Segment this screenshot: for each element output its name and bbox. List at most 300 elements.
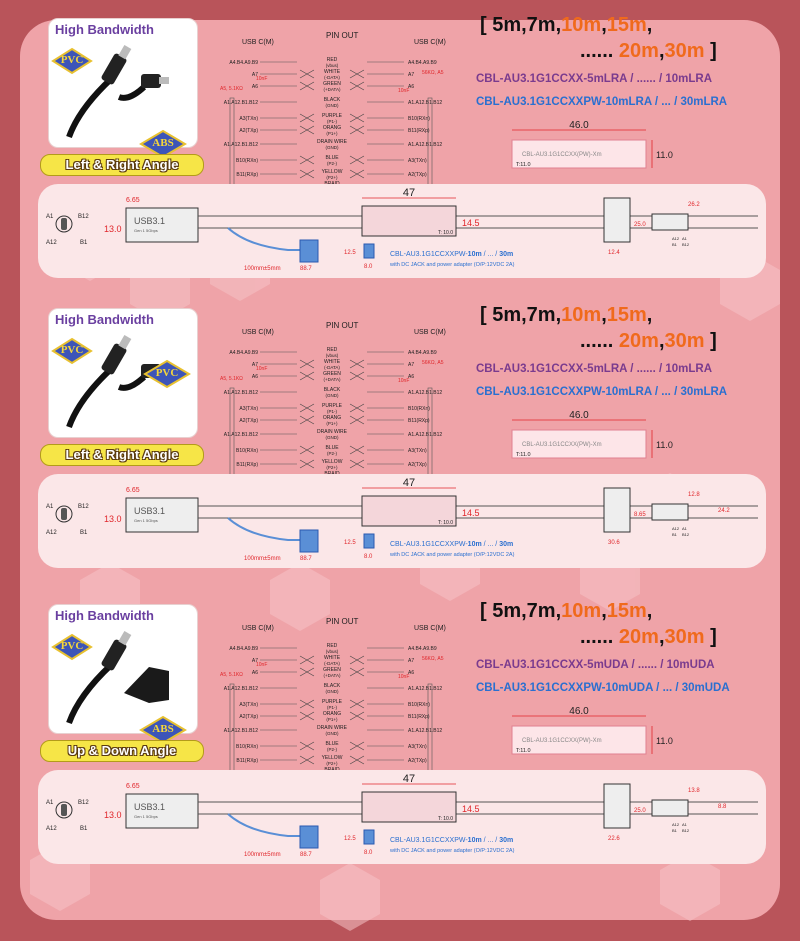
wire-color-label: RED	[326, 643, 338, 649]
power-lead-shape	[228, 518, 300, 540]
wire-signal-label: (P1-)	[327, 705, 337, 710]
wire-signal-label: (P1+)	[326, 717, 338, 722]
wire-signal-label: (vbus)	[325, 353, 339, 358]
wire-signal-label: (P1-)	[327, 409, 337, 414]
model-number-powered: CBL-AU3.1G1CCXXPW-10mLRA / ... / 30mLRA	[476, 386, 728, 398]
pin-left-label: A2(TXp)	[239, 128, 258, 134]
product-title: High Bandwidth	[55, 312, 154, 327]
cable-label-diagram	[500, 118, 673, 178]
power-plug-icon	[300, 240, 318, 262]
wire-signal-label: (GND)	[325, 689, 339, 694]
plug-width-dim: 6.65	[126, 783, 140, 790]
dc-jack-icon	[364, 830, 374, 844]
dc-jack-icon	[364, 244, 374, 258]
wire-signal-label: (P1-)	[327, 119, 337, 124]
box-height-text: 14.5	[462, 508, 480, 518]
pin-left-label: A3(TXn)	[239, 702, 258, 708]
pw-width-dim: 12.5	[344, 540, 356, 546]
end-pin-b1: B1	[672, 828, 677, 833]
wire-color-label: RED	[326, 57, 338, 63]
pin-right-label: A6	[408, 374, 415, 380]
length-20m: 20m	[618, 330, 659, 352]
angle-type-label: Left & Right Angle	[40, 444, 204, 466]
powered-model-part: / ... /	[481, 251, 500, 258]
label-width-text: 46.0	[569, 120, 589, 131]
lengths-comma: ,	[658, 626, 665, 648]
wire-color-label: ORANG	[322, 711, 342, 717]
pin-left-label: A6	[251, 670, 258, 676]
wire-color-label: BLACK	[323, 683, 341, 689]
length-30m: 30m	[664, 40, 705, 62]
box-code-text: T: 10.0	[438, 230, 454, 236]
angled-plug-shape	[141, 74, 161, 88]
cable-body-shape	[69, 369, 111, 427]
len1-dim: 100mm±5mm	[244, 852, 281, 858]
length-10m: 10m	[561, 600, 602, 622]
wire-signal-label: (GND)	[325, 435, 339, 440]
pin-b12-label: B12	[78, 504, 89, 510]
dc-jack-note: with DC JACK and power adapter (O/P:12VDC 2A)	[390, 262, 515, 268]
pin-b12-label: B12	[78, 214, 89, 220]
end-pin-a1: A1	[682, 822, 687, 827]
wire-signal-label: (-DATA)	[324, 75, 340, 80]
wire-signal-label: (P1+)	[326, 131, 338, 136]
end-dim-2: 25.0	[634, 808, 646, 814]
len2-dim: 88.7	[300, 266, 312, 272]
box-length-text: 47	[402, 187, 416, 199]
length-30m: 30m	[664, 330, 705, 352]
lengths-prefix: [ 5m,7m,	[480, 304, 562, 326]
end-dim-1: 26.2	[688, 202, 700, 208]
len1-dim: 100mm±5mm	[244, 266, 281, 272]
pin-right-label: A1.A12.B1.B12	[408, 100, 443, 106]
angled-plug-end-shape	[604, 198, 630, 242]
model-number-standard: CBL-AU3.1G1CCXX-5mLRA / ...... / 10mLRA	[476, 363, 713, 375]
pin-left-label: A7	[251, 72, 258, 78]
pin-b12-label: B12	[78, 800, 89, 806]
wire-signal-label: (GND)	[325, 393, 339, 398]
box-height-text: 14.5	[462, 218, 480, 228]
wire-color-label: DRAIN WIRE	[317, 725, 347, 731]
lengths-ellipsis: ......	[580, 40, 619, 62]
material-badge-1	[52, 48, 92, 77]
cable-lengths	[480, 14, 717, 62]
end-pin-b12: B12	[682, 242, 690, 247]
lengths-comma: ,	[658, 40, 665, 62]
wire-color-label: GREEN	[323, 371, 341, 377]
capacitor-left-label: 10nF	[256, 366, 268, 372]
resistor-label: A5, 5.1KΩ	[220, 86, 243, 92]
pin-a1-label: A1	[46, 800, 54, 806]
len2-dim: 88.7	[300, 852, 312, 858]
usb-subtext: Gen 1 5Gbps	[134, 814, 158, 819]
product-title: High Bandwidth	[55, 22, 154, 37]
end-view-plug-shape	[652, 504, 688, 520]
wire-color-label: WHITE	[323, 655, 341, 661]
angled-plug-shape	[124, 667, 169, 703]
pw-width-dim: 12.5	[344, 250, 356, 256]
right-header: USB C(M)	[414, 625, 446, 632]
lengths-close: ]	[704, 626, 717, 648]
wire-signal-label: (P2-)	[327, 747, 337, 752]
plug-width-dim: 6.65	[126, 197, 140, 204]
lengths-comma: ,	[601, 304, 607, 326]
length-30m: 30m	[664, 626, 705, 648]
pin-right-label: A2(TXp)	[408, 172, 427, 178]
wire-color-label: RED	[326, 347, 338, 353]
wire-signal-label: (P2-)	[327, 451, 337, 456]
box-height-text: 14.5	[462, 804, 480, 814]
end-view-plug-shape	[652, 800, 688, 816]
end-dim-3: 30.6	[608, 540, 620, 546]
plug-height-dim: 13.0	[104, 224, 122, 234]
pin-left-label: B10(RXn)	[236, 158, 258, 164]
pin-left-label: B10(RXn)	[236, 448, 258, 454]
connector-face-icon	[61, 508, 67, 520]
label-text: CBL-AU3.1G1CCXX(PW)-Xm	[522, 738, 602, 744]
length-20m: 20m	[618, 40, 659, 62]
material-badge-1-text: PVC	[60, 54, 84, 66]
cable-body-shape	[119, 377, 144, 388]
pin-right-label: A4.B4.A9.B9	[408, 60, 437, 66]
pin-right-label: A1.A12.B1.B12	[408, 686, 443, 692]
pin-left-label: A4.B4.A9.B9	[229, 350, 258, 356]
resistor-right-label: 56KΩ, A5	[422, 656, 444, 662]
pin-right-label: B10(RXn)	[408, 406, 430, 412]
usb-text: USB3.1	[134, 802, 166, 812]
wire-color-label: DRAIN WIRE	[317, 429, 347, 435]
wire-signal-label: (-DATA)	[324, 661, 340, 666]
length-15m: 15m	[606, 600, 647, 622]
material-badge-2-text: PVC	[155, 367, 179, 379]
label-width-text: 46.0	[569, 410, 589, 421]
pin-right-label: B11(RXp)	[408, 128, 430, 134]
pin-a12-label: A12	[46, 530, 57, 536]
model-number-powered: CBL-AU3.1G1CCXXPW-10mUDA / ... / 30mUDA	[476, 682, 730, 694]
wire-signal-label: (GND)	[325, 103, 339, 108]
pin-left-label: B11(RXp)	[236, 462, 258, 468]
end-pin-b12: B12	[682, 828, 690, 833]
wire-color-label: BLUE	[325, 445, 339, 451]
angle-type-label: Left & Right Angle	[40, 154, 204, 176]
end-dim-3: 12.4	[608, 250, 620, 256]
power-lead-shape	[228, 814, 300, 836]
connector-shape	[159, 77, 169, 84]
lengths-comma: ,	[646, 14, 653, 36]
pinout-diagram	[222, 318, 472, 483]
powered-model-part: / ... /	[481, 541, 500, 548]
pin-right-label: A3(TXn)	[408, 744, 427, 750]
cable-label-diagram	[500, 704, 673, 764]
wire-color-label: YELLOW	[321, 459, 343, 465]
wire-signal-label: (GND)	[325, 145, 339, 150]
pin-right-label: A6	[408, 84, 415, 90]
lengths-ellipsis: ......	[580, 626, 619, 648]
powered-model-part: 30m	[499, 541, 514, 548]
pin-left-label: A1.A12.B1.B12	[223, 728, 258, 734]
product-section	[0, 0, 800, 280]
wire-color-label: BLUE	[325, 155, 339, 161]
capacitor-right-label: 10nF	[398, 674, 410, 680]
label-code: T:11.0	[516, 162, 531, 168]
end-dim-2: 25.0	[634, 222, 646, 228]
pw-width-dim: 12.5	[344, 836, 356, 842]
material-badge-1-text: PVC	[60, 344, 84, 356]
lengths-ellipsis: ......	[580, 330, 619, 352]
angle-type-label: Up & Down Angle	[40, 740, 204, 762]
plug-height-dim: 13.0	[104, 810, 122, 820]
powered-model-text	[390, 541, 513, 548]
pin-left-label: B11(RXp)	[236, 172, 258, 178]
wire-color-label: YELLOW	[321, 755, 343, 761]
pin-right-label: A3(TXn)	[408, 158, 427, 164]
wire-color-label: GREEN	[323, 667, 341, 673]
wire-signal-label: (+DATA)	[323, 87, 341, 92]
wire-color-label: WHITE	[323, 359, 341, 365]
end-pin-a1: A1	[682, 236, 687, 241]
end-pin-b1: B1	[672, 532, 677, 537]
usb-subtext: Gen 1 5Gbps	[134, 518, 158, 523]
label-code: T:11.0	[516, 748, 531, 754]
pin-a12-label: A12	[46, 240, 57, 246]
pin-left-label: A1.A12.B1.B12	[223, 390, 258, 396]
wire-signal-label: (vbus)	[325, 63, 339, 68]
length-15m: 15m	[606, 14, 647, 36]
left-header: USB C(M)	[242, 39, 274, 46]
cable-body-shape	[69, 665, 111, 723]
box-code-text: T: 10.0	[438, 816, 454, 822]
capacitor-left-label: 10nF	[256, 662, 268, 668]
powered-model-text	[390, 837, 513, 844]
powered-model-part: CBL-AU3.1G1CCXXPW-	[390, 251, 468, 258]
pin-right-label: B10(RXn)	[408, 116, 430, 122]
powered-model-part: 30m	[499, 837, 514, 844]
label-width-text: 46.0	[569, 706, 589, 717]
product-section	[0, 290, 800, 570]
model-number-standard: CBL-AU3.1G1CCXX-5mLRA / ...... / 10mLRA	[476, 73, 713, 85]
label-code: T:11.0	[516, 452, 531, 458]
product-section	[0, 586, 800, 866]
pin-b1-label: B1	[80, 240, 88, 246]
wire-signal-label: (P2-)	[327, 161, 337, 166]
resistor-label: A5, 5.1KΩ	[220, 672, 243, 678]
end-dim-1: 13.8	[688, 788, 700, 794]
pin-right-label: A7	[408, 362, 415, 368]
pin-a12-label: A12	[46, 826, 57, 832]
pin-a1-label: A1	[46, 504, 54, 510]
plug-width-dim: 6.65	[126, 487, 140, 494]
wire-color-label: BLACK	[323, 387, 341, 393]
end-pin-a1: A1	[682, 526, 687, 531]
cable-dimension-drawing	[38, 184, 766, 278]
capacitor-left-label: 10nF	[256, 76, 268, 82]
end-dim-3: 22.6	[608, 836, 620, 842]
lengths-prefix: [ 5m,7m,	[480, 600, 562, 622]
end-view-plug-shape	[652, 214, 688, 230]
lengths-close: ]	[704, 40, 717, 62]
cable-drawing-panel	[38, 770, 766, 864]
len1-dim: 100mm±5mm	[244, 556, 281, 562]
plug-height-dim: 13.0	[104, 514, 122, 524]
pin-right-label: A2(TXp)	[408, 758, 427, 764]
lengths-line-2	[580, 40, 717, 63]
length-10m: 10m	[561, 14, 602, 36]
box-length-text: 47	[402, 477, 416, 489]
cable-lengths	[480, 304, 717, 352]
pin-left-label: A1.A12.B1.B12	[223, 432, 258, 438]
pin-left-label: A4.B4.A9.B9	[229, 646, 258, 652]
length-20m: 20m	[618, 626, 659, 648]
cable-dimension-drawing	[38, 474, 766, 568]
label-text: CBL-AU3.1G1CCXX(PW)-Xm	[522, 442, 602, 448]
material-badge-2-text: ABS	[152, 723, 174, 735]
resistor-label: A5, 5.1KΩ	[220, 376, 243, 382]
dc-jack-note: with DC JACK and power adapter (O/P:12VDC 2A)	[390, 552, 515, 558]
pin-b1-label: B1	[80, 826, 88, 832]
powered-model-part: 10m	[467, 541, 482, 548]
pw-height-dim: 8.0	[364, 554, 373, 560]
pin-right-label: A3(TXn)	[408, 448, 427, 454]
pin-left-label: A7	[251, 362, 258, 368]
length-15m: 15m	[606, 304, 647, 326]
wire-color-label: ORANG	[322, 415, 342, 421]
length-10m: 10m	[561, 304, 602, 326]
pinout-title: PIN OUT	[326, 31, 359, 40]
pin-left-label: A7	[251, 658, 258, 664]
pin-right-label: A4.B4.A9.B9	[408, 646, 437, 652]
wire-color-label: DRAIN WIRE	[317, 139, 347, 145]
wire-signal-label: (P2+)	[326, 465, 338, 470]
lengths-comma: ,	[658, 330, 665, 352]
pin-left-label: A3(TXn)	[239, 406, 258, 412]
lengths-close: ]	[704, 330, 717, 352]
powered-model-part: 10m	[467, 251, 482, 258]
power-lead-shape	[228, 228, 300, 250]
pinout-title: PIN OUT	[326, 321, 359, 330]
box-length-text: 47	[402, 773, 416, 785]
lengths-comma: ,	[646, 304, 653, 326]
pinout-diagram	[222, 614, 472, 779]
wire-color-label: WHITE	[323, 69, 341, 75]
pin-left-label: A6	[251, 374, 258, 380]
end-pin-a12: A12	[672, 526, 680, 531]
model-number-standard: CBL-AU3.1G1CCXX-5mUDA / ...... / 10mUDA	[476, 659, 715, 671]
pin-left-label: A2(TXp)	[239, 714, 258, 720]
lengths-comma: ,	[601, 14, 607, 36]
wire-signal-label: (+DATA)	[323, 377, 341, 382]
cable-lengths	[480, 600, 717, 648]
end-dim-4: 24.2	[718, 508, 730, 514]
resistor-right-label: 56KΩ, A5	[422, 70, 444, 76]
lengths-line-2	[580, 626, 717, 649]
pin-right-label: A6	[408, 670, 415, 676]
cable-body-shape	[69, 79, 111, 137]
wire-signal-label: (P2+)	[326, 761, 338, 766]
material-badge-1-text: PVC	[60, 640, 84, 652]
end-pin-a12: A12	[672, 236, 680, 241]
pin-a1-label: A1	[46, 214, 54, 220]
right-header: USB C(M)	[414, 39, 446, 46]
product-photo-card	[48, 18, 198, 148]
pinout-diagram	[222, 28, 472, 193]
material-badge-2-text: ABS	[152, 137, 174, 149]
lengths-comma: ,	[646, 600, 653, 622]
material-badge-2	[144, 360, 190, 391]
pin-left-label: A2(TXp)	[239, 418, 258, 424]
wire-signal-label: (+DATA)	[323, 673, 341, 678]
left-header: USB C(M)	[242, 625, 274, 632]
end-pin-b12: B12	[682, 532, 690, 537]
end-pin-b1: B1	[672, 242, 677, 247]
cable-label-diagram	[500, 408, 673, 468]
pin-left-label: B11(RXp)	[236, 758, 258, 764]
pin-left-label: A1.A12.B1.B12	[223, 686, 258, 692]
pin-right-label: A1.A12.B1.B12	[408, 142, 443, 148]
pw-height-dim: 8.0	[364, 850, 373, 856]
wire-color-label: PURPLE	[321, 699, 343, 705]
dc-jack-icon	[364, 534, 374, 548]
label-height-text: 11.0	[656, 736, 673, 746]
end-dim-2: 8.65	[634, 512, 646, 518]
pin-right-label: B11(RXp)	[408, 418, 430, 424]
usb-subtext: Gen 1 5Gbps	[134, 228, 158, 233]
pin-left-label: A3(TXn)	[239, 116, 258, 122]
wire-color-label: PURPLE	[321, 113, 343, 119]
len2-dim: 88.7	[300, 556, 312, 562]
wire-color-label: BLUE	[325, 741, 339, 747]
wire-color-label: YELLOW	[321, 169, 343, 175]
powered-model-part: CBL-AU3.1G1CCXXPW-	[390, 541, 468, 548]
right-header: USB C(M)	[414, 329, 446, 336]
pin-left-label: A1.A12.B1.B12	[223, 142, 258, 148]
cable-body-shape	[119, 87, 144, 98]
pin-left-label: A4.B4.A9.B9	[229, 60, 258, 66]
pin-left-label: A6	[251, 84, 258, 90]
pin-right-label: A1.A12.B1.B12	[408, 728, 443, 734]
powered-model-part: 30m	[499, 251, 514, 258]
resistor-right-label: 56KΩ, A5	[422, 360, 444, 366]
wire-signal-label: (GND)	[325, 731, 339, 736]
pin-right-label: B10(RXn)	[408, 702, 430, 708]
usb-text: USB3.1	[134, 506, 166, 516]
pinout-title: PIN OUT	[326, 617, 359, 626]
cable-drawing-panel	[38, 184, 766, 278]
wire-color-label: GREEN	[323, 81, 341, 87]
capacitor-right-label: 10nF	[398, 378, 410, 384]
pin-right-label: A1.A12.B1.B12	[408, 432, 443, 438]
end-pin-a12: A12	[672, 822, 680, 827]
pin-left-label: B10(RXn)	[236, 744, 258, 750]
pin-right-label: A7	[408, 658, 415, 664]
angled-plug-end-shape	[604, 784, 630, 828]
connector-face-icon	[61, 804, 67, 816]
usb-text: USB3.1	[134, 216, 166, 226]
pin-right-label: B11(RXp)	[408, 714, 430, 720]
pin-right-label: A4.B4.A9.B9	[408, 350, 437, 356]
power-plug-icon	[300, 530, 318, 552]
cable-photo-icon	[49, 605, 197, 733]
lengths-comma: ,	[601, 600, 607, 622]
lengths-prefix: [ 5m,7m,	[480, 14, 562, 36]
material-badge-1	[52, 634, 92, 663]
dc-jack-note: with DC JACK and power adapter (O/P:12VDC 2A)	[390, 848, 515, 854]
label-text: CBL-AU3.1G1CCXX(PW)-Xm	[522, 152, 602, 158]
wire-signal-label: (P1+)	[326, 421, 338, 426]
pw-height-dim: 8.0	[364, 264, 373, 270]
label-height-text: 11.0	[656, 440, 673, 450]
pin-left-label: A1.A12.B1.B12	[223, 100, 258, 106]
wire-color-label: BLACK	[323, 97, 341, 103]
